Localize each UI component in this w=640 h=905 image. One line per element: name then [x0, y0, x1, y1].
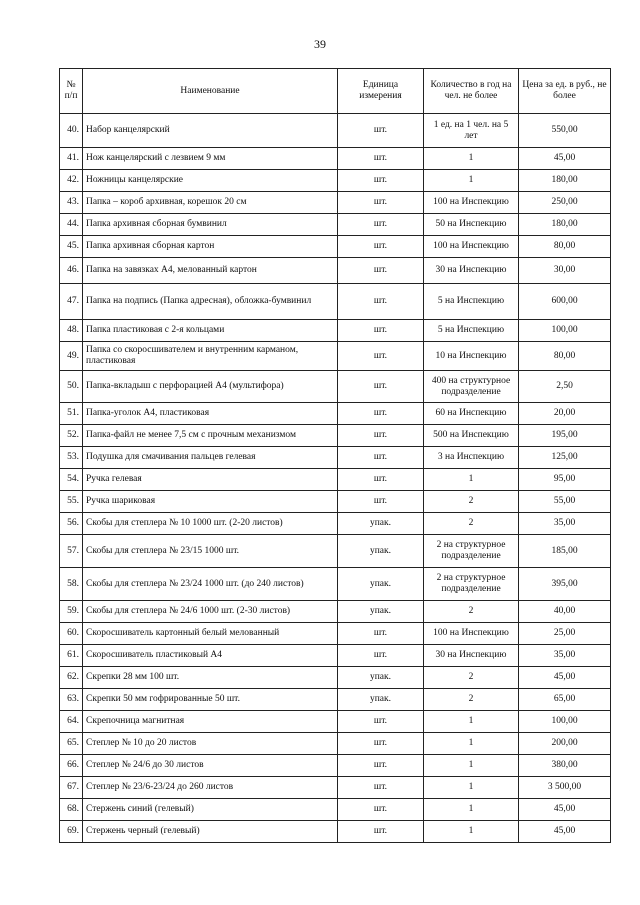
- item-quantity: 2: [424, 667, 519, 689]
- table-row: [60, 513, 611, 535]
- row-number: 57.: [60, 535, 83, 568]
- item-name: Папка – короб архивная, корешок 20 см: [83, 192, 338, 214]
- item-name: Подушка для смачивания пальцев гелевая: [83, 447, 338, 469]
- item-unit: упак.: [338, 601, 424, 623]
- item-name: Стержень синий (гелевый): [83, 799, 338, 821]
- item-unit: шт.: [338, 821, 424, 843]
- table-row: [60, 755, 611, 777]
- item-price: 55,00: [519, 491, 611, 513]
- item-price: 395,00: [519, 568, 611, 601]
- row-number: 52.: [60, 425, 83, 447]
- item-quantity: 5 на Инспекцию: [424, 284, 519, 320]
- item-name: Ручка шариковая: [83, 491, 338, 513]
- table-row: [60, 601, 611, 623]
- table-row: [60, 491, 611, 513]
- table-row: [60, 236, 611, 258]
- item-price: 40,00: [519, 601, 611, 623]
- item-unit: шт.: [338, 623, 424, 645]
- table-row: [60, 469, 611, 491]
- header-name: Наименование: [83, 69, 338, 114]
- row-number: 54.: [60, 469, 83, 491]
- table-row: [60, 320, 611, 342]
- row-number: 45.: [60, 236, 83, 258]
- item-price: 550,00: [519, 114, 611, 148]
- item-unit: шт.: [338, 258, 424, 284]
- item-name: Степлер № 10 до 20 листов: [83, 733, 338, 755]
- header-price: Цена за ед. в руб., не более: [519, 69, 611, 114]
- row-number: 47.: [60, 284, 83, 320]
- row-number: 49.: [60, 342, 83, 371]
- item-price: 25,00: [519, 623, 611, 645]
- item-unit: шт.: [338, 284, 424, 320]
- row-number: 59.: [60, 601, 83, 623]
- table-row: [60, 403, 611, 425]
- item-quantity: 1: [424, 711, 519, 733]
- table-row: [60, 170, 611, 192]
- item-price: 45,00: [519, 799, 611, 821]
- item-quantity: 1: [424, 733, 519, 755]
- item-quantity: 2: [424, 513, 519, 535]
- item-quantity: 5 на Инспекцию: [424, 320, 519, 342]
- item-name: Папка со скоросшивателем и внутренним карманом, пластиковая: [83, 342, 338, 371]
- table-row: [60, 258, 611, 284]
- item-unit: шт.: [338, 148, 424, 170]
- item-name: Папка-файл не менее 7,5 см с прочным механизмом: [83, 425, 338, 447]
- table-row: [60, 689, 611, 711]
- item-name: Нож канцелярский с лезвием 9 мм: [83, 148, 338, 170]
- item-quantity: 1: [424, 799, 519, 821]
- header-num: № п/п: [60, 69, 83, 114]
- item-unit: шт.: [338, 170, 424, 192]
- item-quantity: 2: [424, 491, 519, 513]
- item-name: Скрепки 28 мм 100 шт.: [83, 667, 338, 689]
- row-number: 64.: [60, 711, 83, 733]
- item-unit: упак.: [338, 535, 424, 568]
- item-unit: шт.: [338, 114, 424, 148]
- item-price: 100,00: [519, 711, 611, 733]
- item-quantity: 1: [424, 148, 519, 170]
- row-number: 46.: [60, 258, 83, 284]
- row-number: 69.: [60, 821, 83, 843]
- item-name: Папка-вкладыш с перфорацией А4 (мультифора): [83, 371, 338, 403]
- row-number: 65.: [60, 733, 83, 755]
- header-qty: Количество в год на чел. не более: [424, 69, 519, 114]
- header-unit: Единица измерения: [338, 69, 424, 114]
- item-quantity: 500 на Инспекцию: [424, 425, 519, 447]
- item-name: Папка на завязках А4, мелованный картон: [83, 258, 338, 284]
- item-name: Папка архивная сборная бумвинил: [83, 214, 338, 236]
- row-number: 53.: [60, 447, 83, 469]
- item-name: Папка на подпись (Папка адресная), обложка-бумвинил: [83, 284, 338, 320]
- item-name: Стержень черный (гелевый): [83, 821, 338, 843]
- table-body: [60, 114, 611, 843]
- table-row: [60, 214, 611, 236]
- table-row: [60, 667, 611, 689]
- table-row: [60, 535, 611, 568]
- item-name: Папка-уголок А4, пластиковая: [83, 403, 338, 425]
- item-unit: шт.: [338, 447, 424, 469]
- table-row: [60, 342, 611, 371]
- item-name: Скобы для степлера № 24/6 1000 шт. (2-30 листов): [83, 601, 338, 623]
- item-name: Степлер № 24/6 до 30 листов: [83, 755, 338, 777]
- item-unit: шт.: [338, 469, 424, 491]
- page-number: 39: [314, 37, 326, 51]
- table-row: [60, 821, 611, 843]
- item-unit: шт.: [338, 799, 424, 821]
- item-name: Скрепки 50 мм гофрированные 50 шт.: [83, 689, 338, 711]
- item-quantity: 100 на Инспекцию: [424, 192, 519, 214]
- item-price: 35,00: [519, 513, 611, 535]
- item-price: 35,00: [519, 645, 611, 667]
- table-row: [60, 568, 611, 601]
- row-number: 55.: [60, 491, 83, 513]
- table-row: [60, 114, 611, 148]
- table-row: [60, 711, 611, 733]
- table-row: [60, 425, 611, 447]
- table-row: [60, 284, 611, 320]
- item-unit: шт.: [338, 236, 424, 258]
- item-quantity: 1: [424, 777, 519, 799]
- item-name: Степлер № 23/6-23/24 до 260 листов: [83, 777, 338, 799]
- table-row: [60, 148, 611, 170]
- item-name: Папка архивная сборная картон: [83, 236, 338, 258]
- row-number: 61.: [60, 645, 83, 667]
- table-header-row: [60, 69, 611, 114]
- item-quantity: 30 на Инспекцию: [424, 645, 519, 667]
- item-price: 185,00: [519, 535, 611, 568]
- item-price: 45,00: [519, 667, 611, 689]
- row-number: 63.: [60, 689, 83, 711]
- item-quantity: 2: [424, 689, 519, 711]
- table-row: [60, 192, 611, 214]
- item-price: 65,00: [519, 689, 611, 711]
- item-unit: шт.: [338, 371, 424, 403]
- row-number: 56.: [60, 513, 83, 535]
- item-name: Ручка гелевая: [83, 469, 338, 491]
- row-number: 48.: [60, 320, 83, 342]
- item-unit: шт.: [338, 755, 424, 777]
- item-quantity: 1: [424, 170, 519, 192]
- row-number: 66.: [60, 755, 83, 777]
- item-price: 2,50: [519, 371, 611, 403]
- item-price: 45,00: [519, 148, 611, 170]
- item-unit: шт.: [338, 342, 424, 371]
- item-price: 125,00: [519, 447, 611, 469]
- table-row: [60, 777, 611, 799]
- item-unit: шт.: [338, 711, 424, 733]
- item-name: Скобы для степлера № 10 1000 шт. (2-20 листов): [83, 513, 338, 535]
- row-number: 58.: [60, 568, 83, 601]
- row-number: 50.: [60, 371, 83, 403]
- item-quantity: 10 на Инспекцию: [424, 342, 519, 371]
- item-unit: шт.: [338, 192, 424, 214]
- item-price: 95,00: [519, 469, 611, 491]
- item-unit: шт.: [338, 320, 424, 342]
- row-number: 60.: [60, 623, 83, 645]
- item-quantity: 50 на Инспекцию: [424, 214, 519, 236]
- item-name: Скоросшиватель пластиковый А4: [83, 645, 338, 667]
- item-name: Скобы для степлера № 23/24 1000 шт. (до 240 листов): [83, 568, 338, 601]
- item-price: 250,00: [519, 192, 611, 214]
- table-row: [60, 733, 611, 755]
- item-quantity: 1: [424, 755, 519, 777]
- item-price: 180,00: [519, 214, 611, 236]
- item-price: 80,00: [519, 236, 611, 258]
- item-unit: упак.: [338, 568, 424, 601]
- item-unit: упак.: [338, 513, 424, 535]
- item-unit: упак.: [338, 689, 424, 711]
- row-number: 68.: [60, 799, 83, 821]
- item-price: 180,00: [519, 170, 611, 192]
- supplies-table: [59, 68, 611, 843]
- item-price: 3 500,00: [519, 777, 611, 799]
- row-number: 42.: [60, 170, 83, 192]
- item-price: 195,00: [519, 425, 611, 447]
- item-price: 45,00: [519, 821, 611, 843]
- row-number: 40.: [60, 114, 83, 148]
- item-quantity: 100 на Инспекцию: [424, 623, 519, 645]
- item-quantity: 100 на Инспекцию: [424, 236, 519, 258]
- item-unit: шт.: [338, 425, 424, 447]
- item-name: Набор канцелярский: [83, 114, 338, 148]
- item-quantity: 60 на Инспекцию: [424, 403, 519, 425]
- item-price: 380,00: [519, 755, 611, 777]
- item-name: Скобы для степлера № 23/15 1000 шт.: [83, 535, 338, 568]
- item-quantity: 1 ед. на 1 чел. на 5 лет: [424, 114, 519, 148]
- item-quantity: 2 на структурное подразделение: [424, 535, 519, 568]
- row-number: 67.: [60, 777, 83, 799]
- item-unit: шт.: [338, 491, 424, 513]
- table-row: [60, 371, 611, 403]
- row-number: 41.: [60, 148, 83, 170]
- item-name: Скрепочница магнитная: [83, 711, 338, 733]
- item-quantity: 1: [424, 469, 519, 491]
- item-price: 200,00: [519, 733, 611, 755]
- item-unit: шт.: [338, 403, 424, 425]
- item-price: 20,00: [519, 403, 611, 425]
- item-price: 80,00: [519, 342, 611, 371]
- item-quantity: 3 на Инспекцию: [424, 447, 519, 469]
- item-name: Скоросшиватель картонный белый мелованный: [83, 623, 338, 645]
- item-quantity: 2: [424, 601, 519, 623]
- table-row: [60, 623, 611, 645]
- row-number: 51.: [60, 403, 83, 425]
- item-unit: шт.: [338, 645, 424, 667]
- item-quantity: 2 на структурное подразделение: [424, 568, 519, 601]
- item-price: 100,00: [519, 320, 611, 342]
- item-price: 30,00: [519, 258, 611, 284]
- item-quantity: 1: [424, 821, 519, 843]
- row-number: 62.: [60, 667, 83, 689]
- item-price: 600,00: [519, 284, 611, 320]
- table-row: [60, 645, 611, 667]
- item-unit: упак.: [338, 667, 424, 689]
- item-unit: шт.: [338, 214, 424, 236]
- row-number: 43.: [60, 192, 83, 214]
- item-unit: шт.: [338, 733, 424, 755]
- item-quantity: 30 на Инспекцию: [424, 258, 519, 284]
- row-number: 44.: [60, 214, 83, 236]
- table-row: [60, 799, 611, 821]
- item-quantity: 400 на структурное подразделение: [424, 371, 519, 403]
- item-name: Папка пластиковая с 2-я кольцами: [83, 320, 338, 342]
- item-name: Ножницы канцелярские: [83, 170, 338, 192]
- table-row: [60, 447, 611, 469]
- item-unit: шт.: [338, 777, 424, 799]
